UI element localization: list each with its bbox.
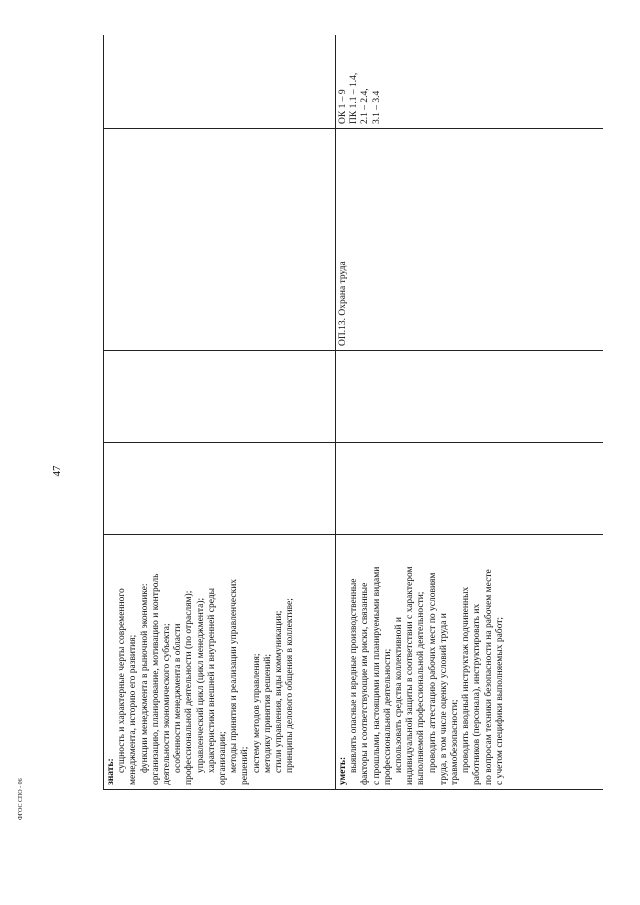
text-line: профессиональной деятельности (по отраслям); [184, 590, 195, 785]
knowledge-list [117, 539, 296, 785]
text-line: использовать средства коллективной и [394, 617, 405, 773]
text-line: управленческий цикл (цикл менеджмента); [195, 597, 206, 773]
text-line: травмобезопасности; [450, 699, 461, 785]
text-line: проводить аттестацию рабочих мест по условиям [427, 572, 438, 773]
text-line: стили управления, виды коммуникации; [274, 610, 285, 773]
text-line: деятельности экономического субъекта; [162, 623, 173, 785]
text-line: организации; [218, 731, 229, 785]
text-line: индивидуальной защиты в соответствии с характером [405, 566, 416, 785]
skills-heading: уметь: [338, 756, 348, 785]
text-line: организацию, планирование, мотивацию и контроль [150, 573, 161, 785]
cell-knowledge [104, 535, 336, 790]
text-line: с учетом специфики выполняемых работ; [494, 616, 505, 785]
text-line: принципы делового общения в коллективе; [285, 598, 296, 773]
cell-discipline [336, 129, 604, 351]
text-line: по вопросам техники безопасности на рабочем месте [483, 569, 494, 785]
competency-codes [338, 39, 383, 124]
cell-competencies [336, 35, 604, 129]
text-line: особенности менеджмента в области [173, 623, 184, 773]
cell-empty [104, 443, 336, 535]
competency-code: 3.1 – 3.4 [371, 90, 382, 124]
table-row [104, 35, 336, 790]
footer-standard-code: ФГОС СПО - 06 [18, 778, 24, 820]
competency-code: ПК 1.1 – 1.4, [349, 72, 360, 124]
discipline-label: ОП.13. Охрана труда [338, 261, 348, 346]
text-line: с прошлыми, настоящими или планируемыми видами [371, 566, 382, 785]
text-line: работников (персонала), инструктировать их [472, 603, 483, 785]
cell-empty [336, 351, 604, 443]
table-row [336, 35, 604, 790]
text-line: проводить вводный инструктаж подчиненных [461, 586, 472, 773]
competency-table [103, 35, 603, 790]
text-line: выявлять опасные и вредные производственные [349, 578, 360, 773]
cell-empty [104, 129, 336, 351]
skills-list [349, 539, 506, 785]
competency-code: ОК 1 – 9 [338, 89, 348, 124]
text-line: систему методов управления; [251, 653, 262, 773]
text-line: труда, в том числе оценку условий труда и [438, 613, 449, 785]
text-line: профессиональной деятельности; [382, 648, 393, 785]
text-line: факторы и соответствующие им риски, связанные [360, 582, 371, 785]
text-line: решений; [240, 746, 251, 785]
text-line: функции менеджмента в рыночной экономике: [139, 583, 150, 773]
cell-empty [104, 35, 336, 129]
cell-empty [336, 443, 604, 535]
text-line: менеджмента, историю его развития; [128, 634, 139, 785]
text-line: сущность и характерные черты современного [117, 588, 128, 773]
text-line: методы принятия и реализации управленческих [229, 578, 240, 773]
text-line: методику принятия решений; [262, 654, 273, 773]
competency-code: 2.1 – 2.4, [360, 88, 371, 124]
cell-empty [104, 351, 336, 443]
knowledge-heading: знать: [106, 758, 116, 785]
cell-skills [336, 535, 604, 790]
page-number: 47 [51, 465, 63, 477]
text-line: выполняемой профессиональной деятельности; [416, 591, 427, 785]
text-line: характеристики внешней и внутренней среды [206, 587, 217, 773]
